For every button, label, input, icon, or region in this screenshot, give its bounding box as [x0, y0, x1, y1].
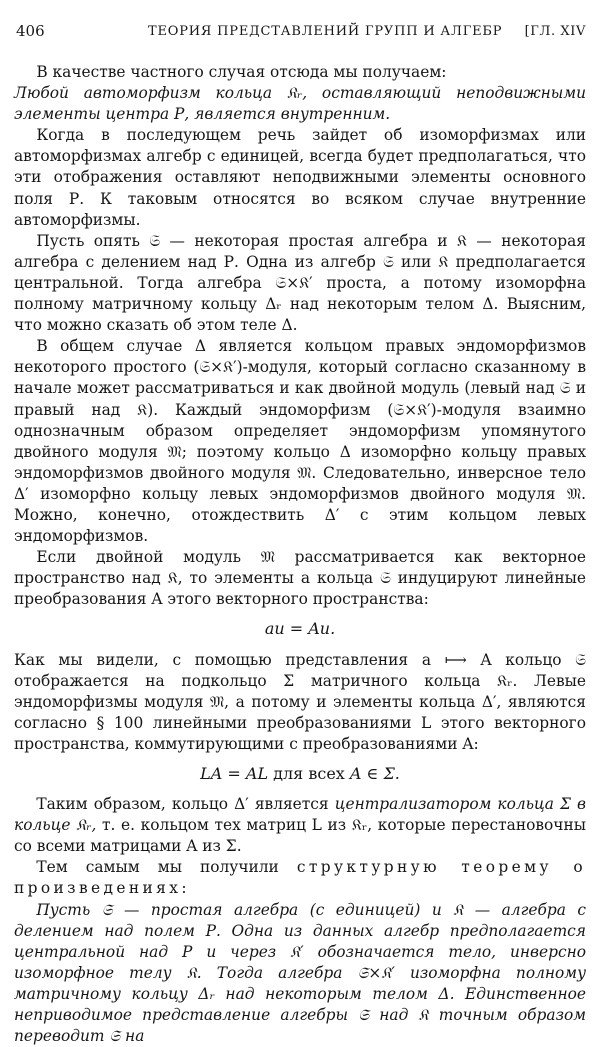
text-run-italic: централизатором кольца Σ в кольце 𝔎ᵣ, [14, 795, 586, 835]
text-run-spaced: структурную теорему о произведениях: [14, 858, 586, 898]
paragraph: Как мы видели, с помощью представления a ⟼ A кольцо 𝔖 отображается на подкольцо Σ матричного кольца 𝔎ᵣ. Левые эндоморфизмы модуля 𝔐, а потому и элементы кольца Δ′, являются согласно § 100 линейными преобразованиями L этого векторного пространства, коммутирующими с преобразованиями A: [14, 650, 586, 753]
proposition-text: Любой автоморфизм кольца 𝔎ᵣ, оставляющий неподвижными элементы центра Р, является внутренним. [14, 84, 586, 124]
chapter-marker: [ГЛ. XIV [524, 24, 586, 39]
paragraph: Когда в последующем речь зайдет об изоморфизмах или автоморфизмах алгебр с единицей, всегда будет предполагаться, что эти отображения оставляют неподвижными элементы основного поля Р. К таковым относятся во всяком случае внутренние автоморфизмы. [14, 126, 586, 229]
formula-au-Au: au = Au. [264, 619, 336, 639]
text-run: Таким образом, кольцо Δ′ является [36, 795, 329, 814]
paragraph: В качестве частного случая отсюда мы получаем: [36, 63, 447, 81]
formula-part: LA = AL [200, 764, 269, 783]
proposition-italic [14, 83, 586, 125]
page-number: 406 [16, 22, 45, 40]
theorem-italic [14, 900, 586, 1047]
page-header [14, 22, 590, 46]
paragraph [14, 857, 586, 899]
page-body [14, 62, 586, 1047]
paragraph: Если двойной модуль 𝔐 рассматривается как векторное пространство над 𝔎, то элементы a кольца 𝔖 индуцируют линейные преобразования A этого векторного пространства: [14, 548, 586, 609]
theorem-text: Пусть 𝔖 — простая алгебра (с единицей) и 𝔎 — алгебра с делением над полем Р. Одна из данных алгебр предполагается центральной над Р и через 𝔎′ обозначается тело, инверсно изоморфное телу 𝔎. Тогда алгебра 𝔖×𝔎′ изоморфна полному матричному кольцу Δᵣ над некоторым телом Δ. Единственное неприводимое представление алгебры 𝔖 над 𝔎 точным образом переводит 𝔖 на [14, 900, 586, 1046]
text-run: Тем самым мы получили [36, 858, 279, 877]
paragraph: В общем случае Δ является кольцом правых эндоморфизмов некоторого простого (𝔖×𝔎′)-модуля, который согласно сказанному в начале может рассматриваться и как двойной модуль (левый над 𝔖 и правый над 𝔎). Каждый эндоморфизм (𝔖×𝔎′)-модуля взаимно однозначным образом определяет эндоморфизм упомянутого двойного модуля 𝔐; поэтому кольцо Δ изоморфно кольцу правых эндоморфизмов двойного модуля 𝔐. Следовательно, инверсное тело Δ′ изоморфно кольцу левых эндоморфизмов двойного модуля 𝔐. Можно, конечно, отождествить Δ′ с этим кольцом левых эндоморфизмов. [14, 337, 586, 546]
formula-part: для всех [273, 764, 345, 783]
paragraph: Пусть опять 𝔖 — некоторая простая алгебра и 𝔎 — некоторая алгебра с делением над Р. Одна из алгебр 𝔖 или 𝔎 предполагается центральной. Тогда алгебра 𝔖×𝔎′ проста, а потому изоморфна полному матричному кольцу Δᵣ над некоторым телом Δ. Выясним, что можно сказать об этом теле Δ. [14, 231, 586, 335]
formula-part: A ∈ Σ. [349, 764, 400, 783]
paragraph [14, 794, 586, 857]
running-title: ТЕОРИЯ ПРЕДСТАВЛЕНИЙ ГРУПП И АЛГЕБР [148, 24, 503, 39]
text-run: т. е. кольцом тех матриц L из 𝔎ᵣ, которые перестановочны со всеми матрицами A из Σ. [14, 816, 586, 856]
formula-LA-AL [14, 763, 586, 784]
